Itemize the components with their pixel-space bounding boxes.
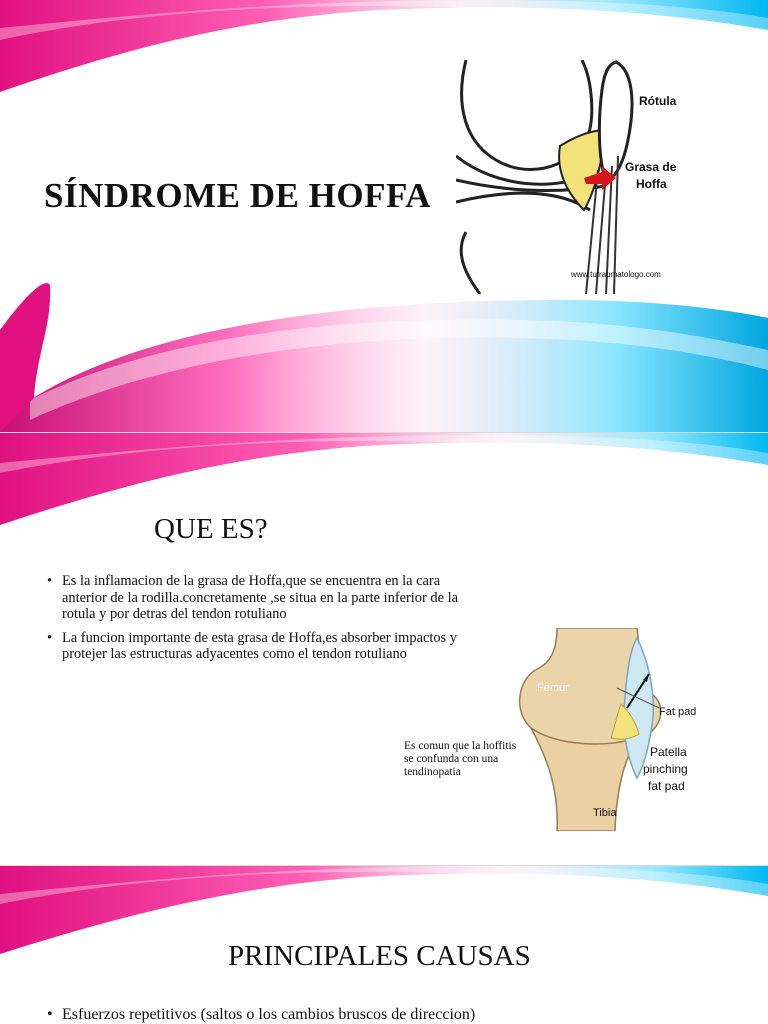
slide-1 <box>0 0 768 432</box>
slide-3-bullet-list <box>46 1006 646 1024</box>
label-patella: Patella <box>650 745 687 759</box>
label-fat-pad: Fat pad <box>659 706 697 718</box>
watermark-url: www.tutraumatologo.com <box>571 270 661 279</box>
bullet-item: • La funcion importante de esta grasa de Hoffa,es absorber impactos y protejer las estructuras adyacentes como el tendon rotuliano <box>46 630 476 663</box>
knee-fat-pad-illustration <box>517 628 712 831</box>
bullet-item: • Esfuerzos repetitivos (saltos o los cambios bruscos de direccion) <box>46 1006 646 1024</box>
label-rotula: Rótula <box>639 94 677 108</box>
slide-3-title: PRINCIPALES CAUSAS <box>228 940 531 972</box>
bullet-item: • Es la inflamacion de la grasa de Hoffa,que se encuentra en la cara anterior de la rodilla.concretamente ,se situa en la parte inferior de la rotula y por detras del tendon rotuliano <box>46 573 476 623</box>
label-grasa-de: Grasa de <box>625 160 677 174</box>
label-fat-pad-2: fat pad <box>648 779 685 793</box>
label-tibia: Tibia <box>593 807 617 819</box>
side-note: Es comun que la hoffitis se confunda con una tendinopatia <box>404 740 517 778</box>
slide-2 <box>0 433 768 865</box>
slide-2-title: QUE ES? <box>154 513 268 545</box>
label-hoffa: Hoffa <box>636 177 667 191</box>
slide-1-title: SÍNDROME DE HOFFA <box>44 176 432 215</box>
slide-3 <box>0 866 768 1024</box>
label-pinching: pinching <box>643 762 688 776</box>
label-femur: Femur <box>537 682 569 694</box>
slide-2-bullet-list <box>46 573 476 670</box>
